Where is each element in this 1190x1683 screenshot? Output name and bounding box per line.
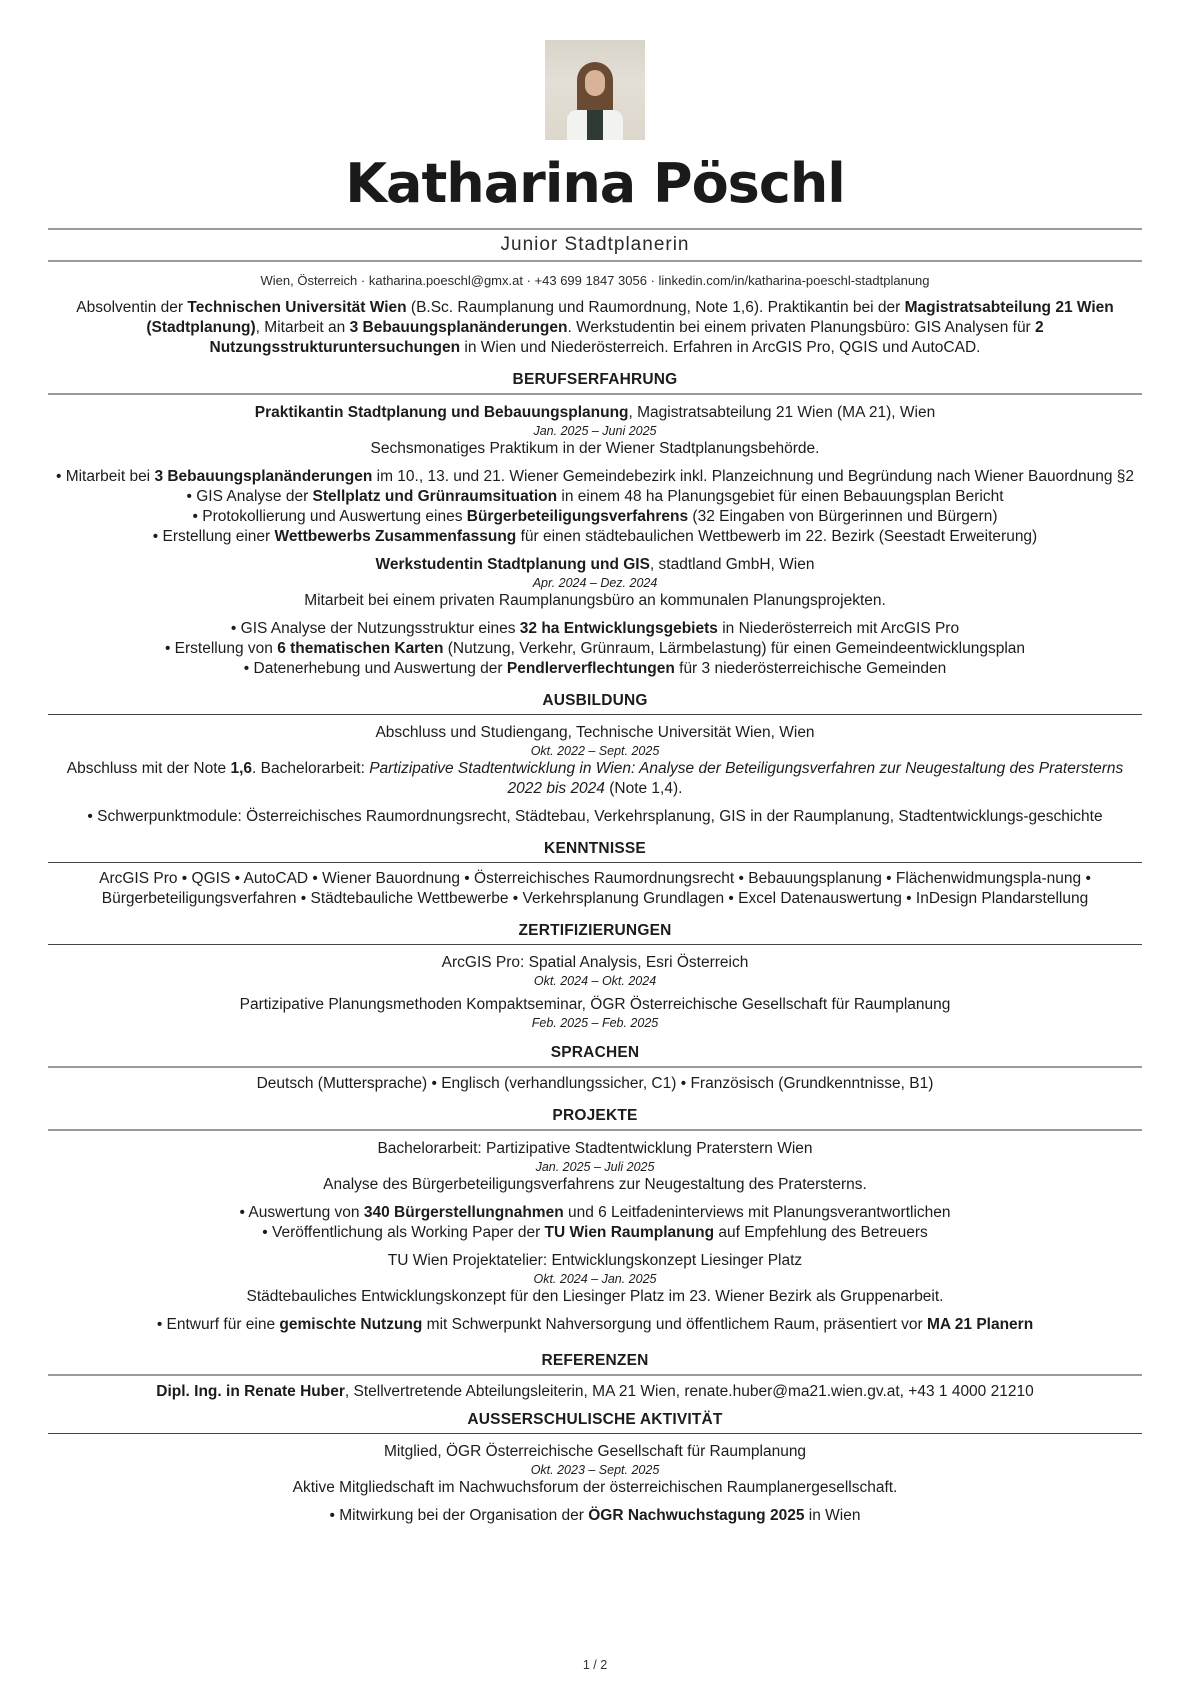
list-item: • Datenerhebung und Auswertung der Pendlerverflechtungen für 3 niederösterreichische Gemeinden (243, 660, 947, 677)
contact-phone[interactable]: +43 699 1847 3056 (534, 273, 647, 288)
divider (48, 260, 1142, 262)
activity-entry: Mitglied, ÖGR Österreichische Gesellschaft für Raumplanung Okt. 2023 – Sept. 2025 Aktive Mitgliedschaft im Nachwuchsforum der österreichischen Raumplanergesellschaft. • Mitwirkung bei der Organisation der ÖGR Nachwuchstagung 2025 in Wien (48, 1442, 1142, 1526)
page-indicator: 1 / 2 (582, 1658, 608, 1672)
certification-name: Partizipative Planungsmethoden Kompaktseminar, ÖGR Österreichische Gesellschaft für Raumplanung (239, 996, 951, 1013)
list-item: • Erstellung einer Wettbewerbs Zusammenfassung für einen städtebaulichen Wettbewerb im 22. Bezirk (Seestadt Erweiterung) (152, 528, 1038, 545)
entry-date: Okt. 2023 – Sept. 2025 (530, 1463, 660, 1477)
certification-name: ArcGIS Pro: Spatial Analysis, Esri Österreich (441, 954, 749, 971)
education-entry: Abschluss und Studiengang, Technische Universität Wien, Wien Okt. 2022 – Sept. 2025 Abschluss mit der Note 1,6. Bachelorarbeit: Partizipative Stadtentwicklung in Wien: Analyse der Beteiligungsverfahren zur Neugestaltung des Pratersterns 2022 bis 2024 (Note 1,4). • Schwerpunktmodule: Österreichisches Raumordnungsrecht, Städtebau, Verkehrsplanung, GIS in der Raumplanung, Stadtentwicklungs-geschichte (48, 723, 1142, 827)
entry-date: Jan. 2025 – Juli 2025 (535, 1160, 655, 1174)
entry-date: Feb. 2025 – Feb. 2025 (531, 1016, 659, 1030)
list-item: • Veröffentlichung als Working Paper der TU Wien Raumplanung auf Empfehlung des Betreuers (262, 1224, 928, 1241)
section-divider (48, 944, 1142, 945)
section-divider (48, 714, 1142, 715)
contact-linkedin[interactable]: linkedin.com/in/katharina-poeschl-stadtplanung (658, 273, 930, 288)
profile-summary: Absolventin der Technischen Universität Wien (B.Sc. Raumplanung und Raumordnung, Note 1,6). Praktikantin bei der Magistratsabteilung 21 Wien (Stadtplanung), Mitarbeit an 3 Bebauungsplanänderungen. Werkstudentin bei einem privaten Planungsbüro: GIS Analysen für 2 Nutzungsstrukturuntersuchungen in Wien und Niederösterreich. Erfahren in ArcGIS Pro, QGIS und AutoCAD. (76, 299, 1114, 356)
list-item: • Auswertung von 340 Bürgerstellungnahmen und 6 Leitfadeninterviews mit Planungsverantwortlichen (239, 1204, 951, 1221)
list-item: • Erstellung von 6 thematischen Karten (Nutzung, Verkehr, Grünraum, Lärmbelastung) für einen Gemeindeentwicklungsplan (164, 640, 1026, 657)
list-item: • Schwerpunktmodule: Österreichisches Raumordnungsrecht, Städtebau, Verkehrsplanung, GIS in der Raumplanung, Stadtentwicklungs-geschichte (87, 808, 1103, 825)
section-divider (48, 1066, 1142, 1068)
job-title: Junior Stadtplanerin (500, 234, 690, 255)
section-title-projects: PROJEKTE (552, 1107, 638, 1124)
entry-date: Okt. 2024 – Okt. 2024 (533, 974, 657, 988)
skills-list: ArcGIS Pro • QGIS • AutoCAD • Wiener Bauordnung • Österreichisches Raumordnungsrecht • Bebauungsplanung • Flächenwidmungspla-nung • Bürgerbeteiligungsverfahren • Städtebauliche Wettbewerbe • Verkehrsplanung Grundlagen • Excel Datenauswertung • InDesign Plandarstellung (99, 870, 1091, 907)
photo-face (585, 70, 605, 96)
list-item: • Mitwirkung bei der Organisation der ÖGR Nachwuchstagung 2025 in Wien (329, 1507, 861, 1524)
section-divider (48, 1433, 1142, 1434)
entry-date: Okt. 2024 – Jan. 2025 (533, 1272, 657, 1286)
list-item: • Protokollierung und Auswertung eines Bürgerbeteiligungsverfahrens (32 Eingaben von Bürgerinnen und Bürgern) (192, 508, 998, 525)
section-divider (48, 1129, 1142, 1131)
section-divider (48, 862, 1142, 863)
section-divider (48, 1374, 1142, 1376)
project-entry: Bachelorarbeit: Partizipative Stadtentwicklung Praterstern Wien Jan. 2025 – Juli 2025 Analyse des Bürgerbeteiligungsverfahrens zur Neugestaltung des Pratersterns. • Auswertung von 340 Bürgerstellungnahmen und 6 Leitfadeninterviews mit Planungsverantwortlichen • Veröffentlichung als Working Paper der TU Wien Raumplanung auf Empfehlung des Betreuers (48, 1139, 1142, 1243)
reference-entry: Dipl. Ing. in Renate Huber, Stellvertretende Abteilungsleiterin, MA 21 Wien, renate.huber@ma21.wien.gv.at, +43 1 4000 21210 (156, 1383, 1034, 1400)
languages-list: Deutsch (Muttersprache) • Englisch (verhandlungssicher, C1) • Französisch (Grundkenntnisse, B1) (256, 1075, 934, 1092)
experience-entry: Werkstudentin Stadtplanung und GIS, stadtland GmbH, Wien Apr. 2024 – Dez. 2024 Mitarbeit bei einem privaten Raumplanungsbüro an kommunalen Planungsprojekten. • GIS Analyse der Nutzungsstruktur eines 32 ha Entwicklungsgebiets in Niederösterreich mit ArcGIS Pro • Erstellung von 6 thematischen Karten (Nutzung, Verkehr, Grünraum, Lärmbelastung) für einen Gemeindeentwicklungsplan • Datenerhebung und Auswertung der Pendlerverflechtungen für 3 niederösterreichische Gemeinden (48, 555, 1142, 679)
section-title-experience: BERUFSERFAHRUNG (512, 371, 678, 388)
contact-location: Wien, Österreich (260, 273, 358, 288)
section-title-references: REFERENZEN (541, 1352, 649, 1369)
photo-shirt (587, 110, 603, 140)
list-item: • GIS Analyse der Stellplatz und Grünraumsituation in einem 48 ha Planungsgebiet für einen Bebauungsplan Bericht (186, 488, 1004, 505)
contact-email[interactable]: katharina.poeschl@gmx.at (368, 273, 523, 288)
entry-date: Apr. 2024 – Dez. 2024 (532, 576, 658, 590)
section-title-certifications: ZERTIFIZIERUNGEN (518, 922, 672, 939)
section-title-activities: AUSSERSCHULISCHE AKTIVITÄT (467, 1411, 723, 1428)
experience-entry: Praktikantin Stadtplanung und Bebauungsplanung, Magistratsabteilung 21 Wien (MA 21), Wien Jan. 2025 – Juni 2025 Sechsmonatiges Praktikum in der Wiener Stadtplanungsbehörde. • Mitarbeit bei 3 Bebauungsplanänderungen im 10., 13. und 21. Wiener Gemeindebezirk inkl. Planzeichnung und Begründung nach Wiener Bauordnung §2 • GIS Analyse der Stellplatz und Grünraumsituation in einem 48 ha Planungsgebiet für einen Bebauungsplan Bericht • Protokollierung und Auswertung eines Bürgerbeteiligungsverfahrens (32 Eingaben von Bürgerinnen und Bürgern) • Erstellung einer Wettbewerbs Zusammenfassung für einen städtebaulichen Wettbewerb im 22. Bezirk (Seestadt Erweiterung) (48, 403, 1142, 547)
list-item: • Mitarbeit bei 3 Bebauungsplanänderungen im 10., 13. und 21. Wiener Gemeindebezirk inkl. Planzeichnung und Begründung nach Wiener Bauordnung §2 (55, 468, 1135, 485)
profile-photo (545, 40, 645, 140)
section-title-skills: KENNTNISSE (544, 840, 646, 857)
list-item: • Entwurf für eine gemischte Nutzung mit Schwerpunkt Nahversorgung und öffentlichem Raum, präsentiert vor MA 21 Planern (156, 1316, 1034, 1333)
list-item: • GIS Analyse der Nutzungsstruktur eines 32 ha Entwicklungsgebiets in Niederösterreich mit ArcGIS Pro (230, 620, 960, 637)
section-title-education: AUSBILDUNG (542, 692, 648, 709)
entry-date: Jan. 2025 – Juni 2025 (533, 424, 657, 438)
candidate-name: Katharina Pöschl (345, 152, 845, 215)
contact-line: Wien, Österreich · katharina.poeschl@gmx.at · +43 699 1847 3056 · linkedin.com/in/katharina-poeschl-stadtplanung (260, 273, 930, 288)
entry-date: Okt. 2022 – Sept. 2025 (530, 744, 660, 758)
project-entry: TU Wien Projektatelier: Entwicklungskonzept Liesinger Platz Okt. 2024 – Jan. 2025 Städtebauliches Entwicklungskonzept für den Liesinger Platz im 23. Wiener Bezirk als Gruppenarbeit. • Entwurf für eine gemischte Nutzung mit Schwerpunkt Nahversorgung und öffentlichem Raum, präsentiert vor MA 21 Planern (48, 1251, 1142, 1335)
resume-page (48, 0, 1142, 1526)
section-divider (48, 393, 1142, 395)
section-title-languages: SPRACHEN (550, 1044, 640, 1061)
